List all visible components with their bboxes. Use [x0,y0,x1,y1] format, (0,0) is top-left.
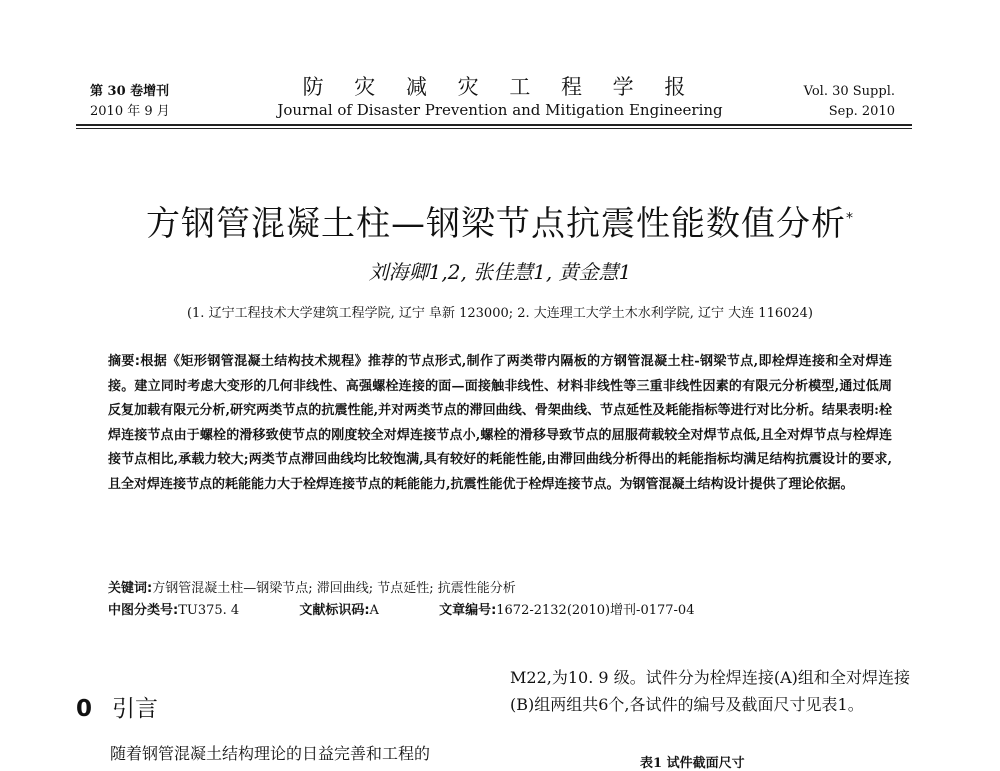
journal-volume-en [804,82,895,122]
journal-volume-cn [90,82,170,122]
section-heading [76,690,158,723]
article-no-value: 1672-2132(2010)增刊-0177-04 [496,603,695,618]
authors: 刘海卿1,2, 张佳慧1, 黄金慧1 [368,260,632,284]
right-column-text: M22,为10. 9 级。试件分为栓焊连接(A)组和全对焊连接(B)组两组共6个,各试件的编号及截面尺寸见表1。 [510,668,910,714]
article-no-label: 文章编号: [439,603,497,618]
classification-line [108,600,750,622]
journal-name-cn: 防 灾 减 灾 工 程 学 报 [302,75,698,99]
date-en: Sep. 2010 [828,104,895,119]
volume-en: Vol. 30 Suppl. [803,84,895,99]
title-footnote-mark: * [846,210,854,227]
abstract-text: 根据《矩形钢管混凝土结构技术规程》推荐的节点形式,制作了两类带内隔板的方钢管混凝土柱-钢梁节点,即栓焊连接和全对焊连接。建立同时考虑大变形的几何非线性、高强螺栓连接的面—面接触非线性、材料非线性等三重非线性因素的有限元分析模型,通过低周反复加载有限元分析,研究两类节点的抗震性能,并对两类节点的滞回曲线、骨架曲线、节点延性及耗能指标等进行对比分析。结果表明:栓焊连接节点由于螺栓的滑移致使节点的刚度较全对焊连接节点小,螺栓的滑移导致节点的屈服荷载较全对焊节点低,且全对焊节点与栓焊连接节点相比,承载力较大;两类节点滞回曲线均比较饱满,具有较好的耗能性能,由滞回曲线分析得出的耗能指标均满足结构抗震设计的要求,且全对焊连接节点的耗能能力大于栓焊连接节点的耗能能力,抗震性能优于栓焊连接节点。为钢管混凝土结构设计提供了理论依据。 [108,354,892,492]
abstract-label: 摘要: [108,354,140,369]
clc-value: TU375. 4 [178,603,240,618]
header-rule-thin [76,128,912,129]
abstract [108,350,892,497]
header-rule [76,124,912,126]
paper-title [60,196,940,245]
date-cn: 2010 年 9 月 [90,104,170,119]
volume-cn: 第 30 卷增刊 [90,84,170,99]
journal-name-en: Journal of Disaster Prevention and Mitigation Engineering [277,101,723,119]
journal-name [240,74,760,120]
clc-label: 中图分类号: [108,603,179,618]
paper-title-text: 方钢管混凝土柱—钢梁节点抗震性能数值分析 [146,204,846,244]
keywords [108,578,516,600]
table-caption: 表1 试件截面尺寸 [640,756,745,771]
doc-code-value: A [369,603,379,618]
keywords-text: 方钢管混凝土柱—钢梁节点; 滞回曲线; 节点延性; 抗震性能分析 [152,581,516,596]
affiliations: (1. 辽宁工程技术大学建筑工程学院, 辽宁 阜新 123000; 2. 大连理工大学土木水利学院, 辽宁 大连 116024) [186,306,814,321]
keywords-label: 关键词: [108,581,153,596]
section-title: 引言 [112,696,159,722]
left-column-text: 随着钢管混凝土结构理论的日益完善和工程的 [110,744,431,763]
section-number: 0 [76,696,93,722]
doc-code-label: 文献标识码: [299,603,370,618]
